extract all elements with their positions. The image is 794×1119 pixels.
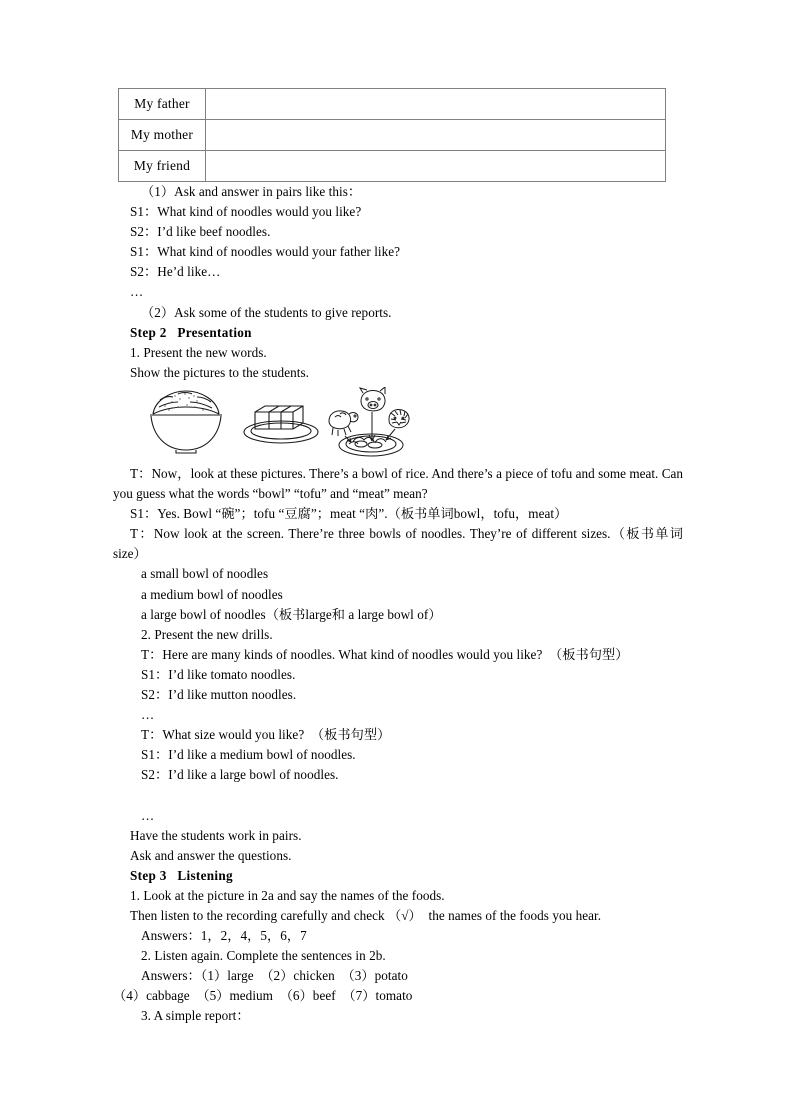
dialogue-line-s1-a: S1：What kind of noodles would you like? bbox=[130, 204, 362, 220]
meat-on-plate-illustration bbox=[325, 387, 417, 464]
step-3-heading: Step 3 Listening bbox=[130, 867, 233, 883]
step-3-item-2: 2. Listen again. Complete the sentences in 2b. bbox=[141, 948, 386, 964]
bowl-of-rice-illustration bbox=[145, 387, 227, 460]
table-row-label: My friend bbox=[119, 151, 206, 182]
activity-instruction-2: （2）Ask some of the students to give reports. bbox=[141, 304, 392, 320]
teacher-utterance-sizes: T：Now look at the screen. There’re three bowls of noodles. They’re of different sizes.（板书单词size） bbox=[113, 526, 683, 562]
dialogue-line-s2-b: S2：He’d like… bbox=[130, 264, 221, 280]
answers-listening-2-part2: （4）cabbage （5）medium （6）beef （7）tomato bbox=[113, 988, 413, 1004]
table-row bbox=[119, 89, 666, 120]
phrase-small-bowl: a small bowl of noodles bbox=[141, 566, 269, 582]
teacher-utterance-pictures: T：Now，look at these pictures. There’s a bowl of rice. And there’s a piece of tofu and some meat. Can you guess what the words “bowl” “tofu” and “meat” mean? bbox=[113, 465, 683, 502]
ellipsis-marker-1: … bbox=[130, 284, 144, 300]
step-3-item-1: 1. Look at the picture in 2a and say the names of the foods. bbox=[130, 887, 445, 903]
student-drill-s2-mutton: S2：I’d like mutton noodles. bbox=[141, 686, 297, 702]
activity-instruction-1: （1）Ask and answer in pairs like this： bbox=[141, 184, 362, 199]
student-drill-s1-medium: S1：I’d like a medium bowl of noodles. bbox=[141, 747, 356, 763]
ask-answer-instruction: Ask and answer the questions. bbox=[130, 847, 292, 863]
family-preferences-table bbox=[118, 88, 666, 182]
student-answer-translations: S1：Yes. Bowl “碗”；tofu “豆腐”；meat “肉”.（板书单词bowl，tofu，meat） bbox=[130, 506, 568, 522]
step-3-item-3: 3. A simple report： bbox=[141, 1008, 250, 1024]
step-2-heading: Step 2 Presentation bbox=[130, 324, 252, 340]
table-row-value[interactable] bbox=[206, 120, 666, 151]
pairwork-instruction: Have the students work in pairs. bbox=[130, 827, 302, 843]
page-content bbox=[113, 88, 683, 1027]
ellipsis-marker-3: … bbox=[141, 807, 155, 823]
answers-listening-1: Answers：1，2，4，5，6，7 bbox=[141, 928, 307, 944]
table-row-label: My mother bbox=[119, 120, 206, 151]
step-2-item-1: 1. Present the new words. bbox=[130, 344, 267, 360]
teacher-drill-question-size: T：What size would you like? （板书句型） bbox=[141, 727, 391, 743]
dialogue-line-s2-a: S2：I’d like beef noodles. bbox=[130, 224, 271, 240]
phrase-medium-bowl: a medium bowl of noodles bbox=[141, 586, 283, 602]
tofu-on-plate-illustration bbox=[241, 387, 321, 460]
phrase-large-bowl: a large bowl of noodles（板书large和 a large bowl of） bbox=[141, 606, 442, 622]
step-2-show-pictures: Show the pictures to the students. bbox=[130, 364, 309, 380]
food-illustrations-group bbox=[113, 387, 683, 463]
student-drill-s1-tomato: S1：I’d like tomato noodles. bbox=[141, 666, 296, 682]
student-drill-s2-large: S2：I’d like a large bowl of noodles. bbox=[141, 767, 339, 783]
ellipsis-marker-2: … bbox=[141, 707, 155, 723]
table-row-label: My father bbox=[119, 89, 206, 120]
teacher-drill-question-kind: T：Here are many kinds of noodles. What kind of noodles would you like? （板书句型） bbox=[141, 646, 629, 662]
table-row-value[interactable] bbox=[206, 151, 666, 182]
answers-listening-2-part1: Answers：（1）large （2）chicken （3）potato bbox=[141, 968, 408, 984]
table-row-value[interactable] bbox=[206, 89, 666, 120]
step-2-item-2: 2. Present the new drills. bbox=[141, 626, 273, 642]
blank-line bbox=[113, 785, 683, 805]
table-row bbox=[119, 120, 666, 151]
table-row bbox=[119, 151, 666, 182]
dialogue-line-s1-b: S1：What kind of noodles would your father like? bbox=[130, 244, 401, 260]
listening-check-instruction: Then listen to the recording carefully and check （√） the names of the foods you hear. bbox=[130, 908, 602, 923]
